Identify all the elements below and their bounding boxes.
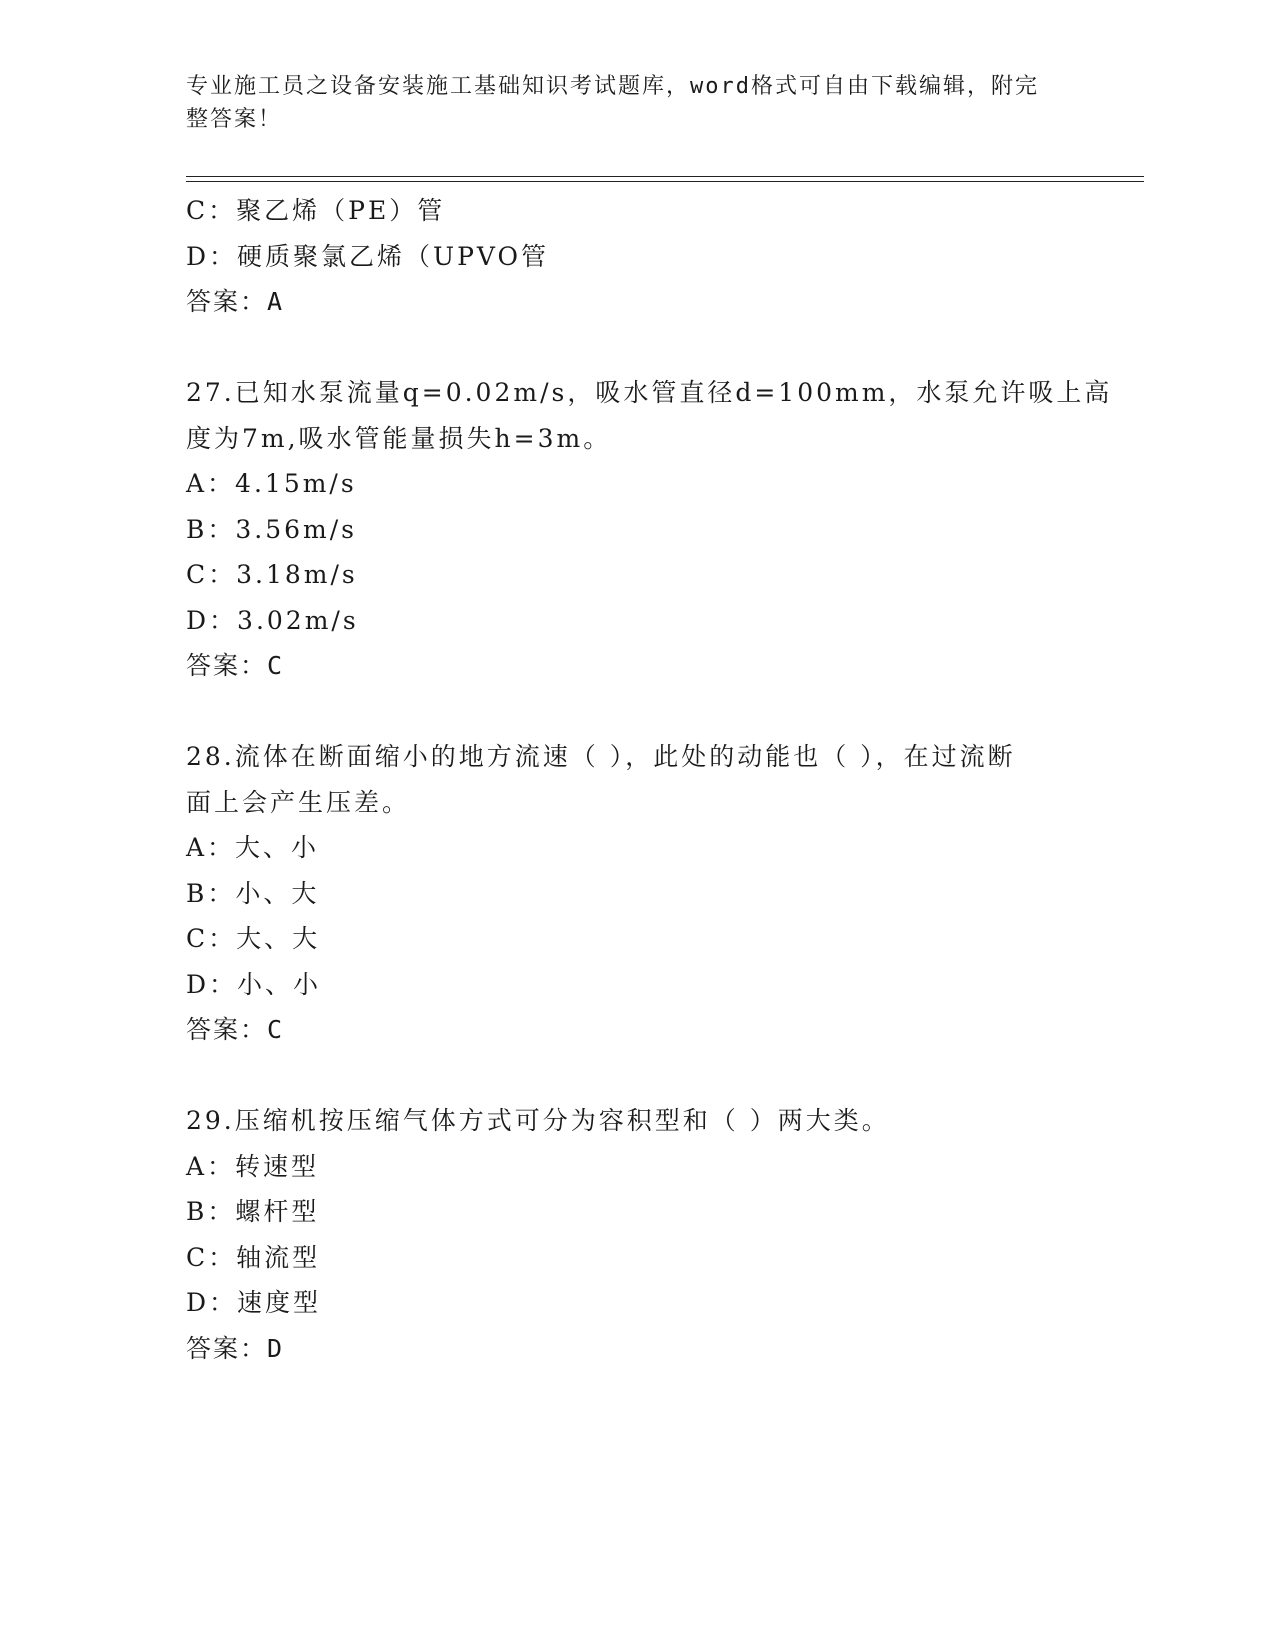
answer-line: 答案：D <box>186 1333 285 1363</box>
question-stem-line-2: 度为7m,吸水管能量损失h=3m。 <box>186 423 612 453</box>
option-b: B：3.56m/s <box>186 514 357 544</box>
option-c: C：3.18m/s <box>186 560 358 589</box>
option-c: C：大、大 <box>186 924 321 953</box>
header-divider-bottom <box>186 181 1144 182</box>
question-list <box>186 188 1113 1371</box>
option-a: A：4.15m/s <box>186 469 357 498</box>
question-block-26 <box>186 188 1086 325</box>
answer-line: 答案：C <box>186 1015 285 1044</box>
header-divider-top <box>186 176 1144 177</box>
option-d: D：小、小 <box>186 969 322 999</box>
question-block-29 <box>186 1098 1086 1371</box>
option-d: D：3.02m/s <box>186 605 359 635</box>
question-stem-line-1: 28.流体在断面缩小的地方流速（ ），此处的动能也（ ），在过流断 <box>186 742 1016 771</box>
option-a: A：大、小 <box>186 833 320 862</box>
header-line-2: 整答案！ <box>186 107 283 132</box>
question-stem-line-1: 27.已知水泵流量q=0.02m/s，吸水管直径d=100mm，水泵允许吸上高 <box>186 378 1113 407</box>
document-header <box>186 70 1066 136</box>
header-line-1: 专业施工员之设备安装施工基础知识考试题库，word格式可自由下载编辑，附完 <box>186 74 1039 99</box>
option-a: A：转速型 <box>186 1151 320 1181</box>
option-d: D：硬质聚氯乙烯（UPVO管 <box>186 241 550 271</box>
option-c: C：轴流型 <box>186 1242 321 1272</box>
option-c: C：聚乙烯（PE）管 <box>186 196 446 225</box>
question-block-28 <box>186 734 1086 1053</box>
question-stem-line-2: 面上会产生压差。 <box>186 787 411 817</box>
answer-line: 答案：A <box>186 287 285 316</box>
answer-line: 答案：C <box>186 651 285 680</box>
question-stem-line-1: 29.压缩机按压缩气体方式可分为容积型和（ ）两大类。 <box>186 1106 890 1135</box>
option-b: B：螺杆型 <box>186 1197 320 1226</box>
question-block-27 <box>186 370 1113 689</box>
option-d: D：速度型 <box>186 1288 322 1317</box>
option-b: B：小、大 <box>186 878 320 908</box>
